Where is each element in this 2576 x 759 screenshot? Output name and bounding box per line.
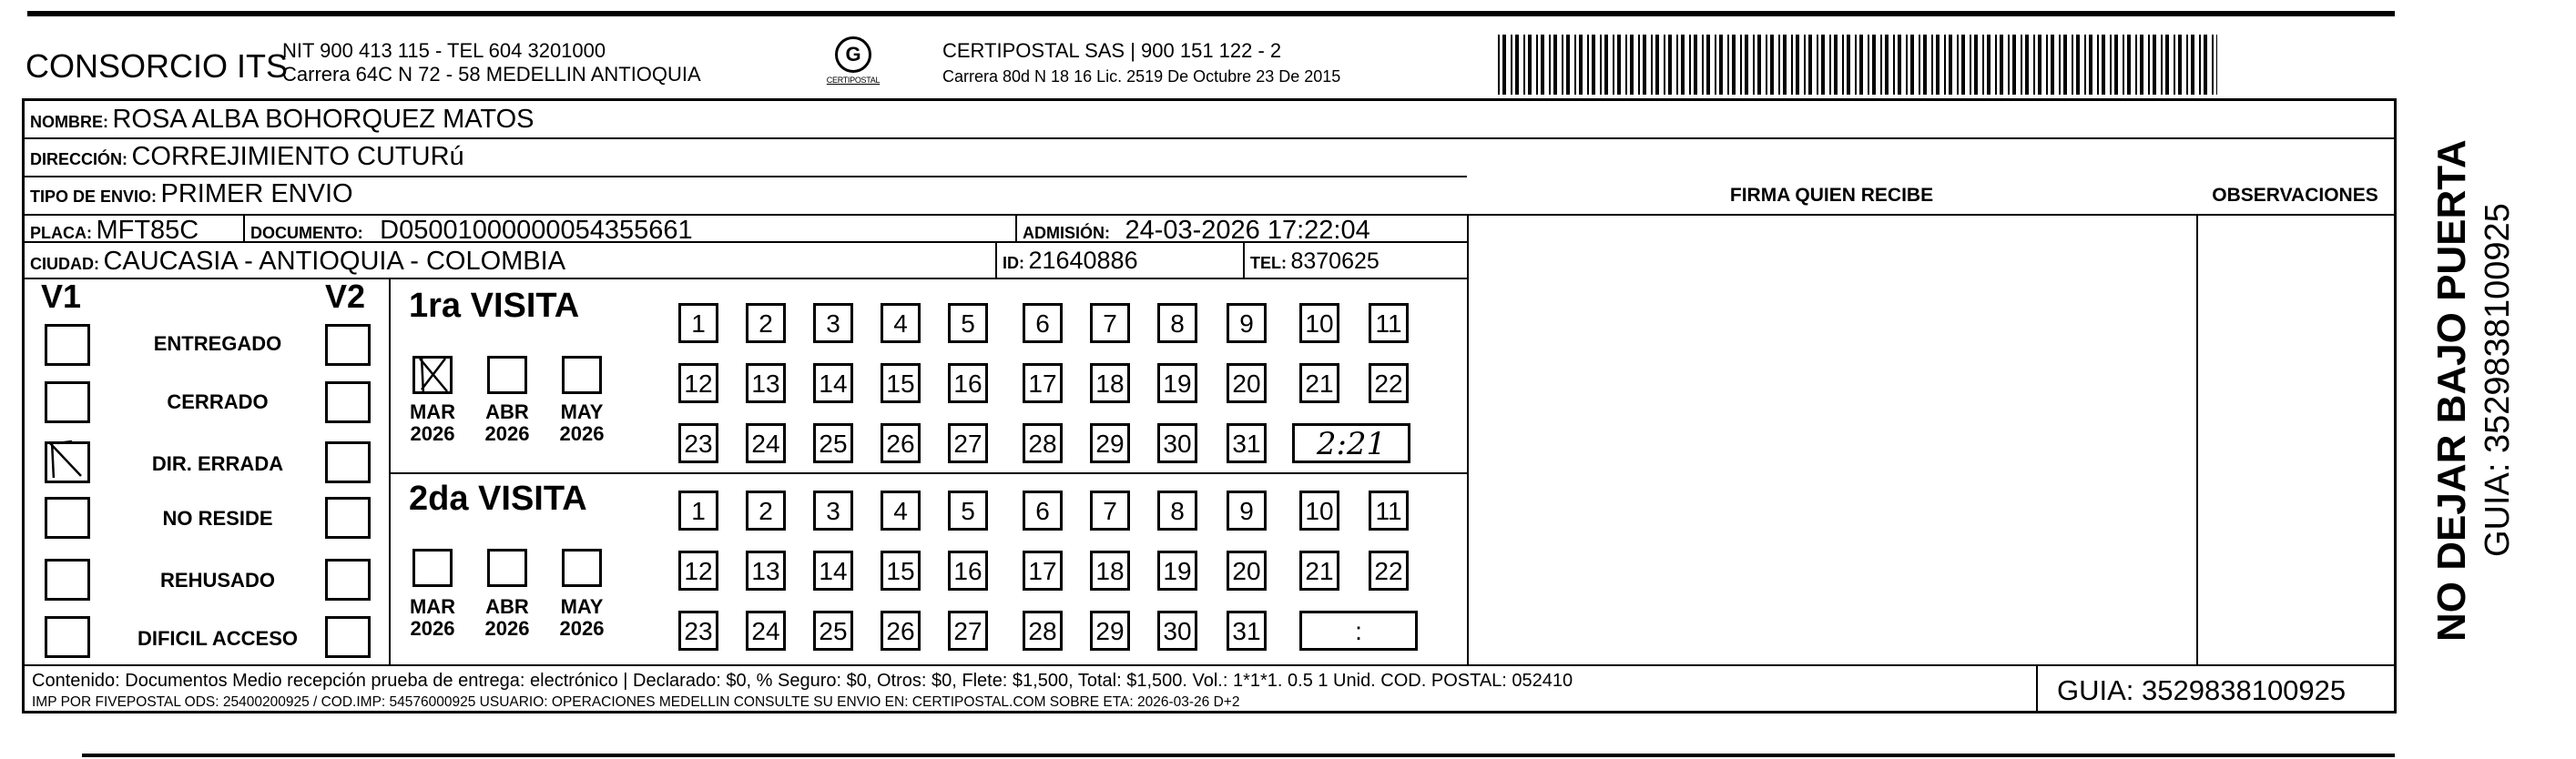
status-no-reside: NO RESIDE: [162, 507, 273, 530]
v1-day-28[interactable]: 28: [1023, 423, 1063, 463]
v1-day-26[interactable]: 26: [881, 423, 921, 463]
v2-day-9[interactable]: 9: [1227, 491, 1267, 531]
v1-day-10[interactable]: 10: [1299, 303, 1339, 343]
v1-month-abr-label: ABR 2026: [484, 400, 530, 445]
v2-entregado-checkbox[interactable]: [325, 324, 371, 366]
v1-day-23[interactable]: 23: [678, 423, 718, 463]
v1-day-30[interactable]: 30: [1157, 423, 1197, 463]
carrier-name: CERTIPOSTAL SAS | 900 151 122 - 2: [942, 39, 1282, 62]
logo-label: CERTIPOSTAL: [826, 76, 881, 85]
v2-day-12[interactable]: 12: [678, 551, 718, 591]
v1-rehusado-checkbox[interactable]: [45, 559, 90, 601]
v1-header: V1: [41, 278, 82, 315]
tel-value: 8370625: [1290, 248, 1380, 274]
v2-day-29[interactable]: 29: [1090, 611, 1130, 651]
footer-contenido: Contenido: Documentos Medio recepción prueba de entrega: electrónico | Declarado: $0, % Seguro: $0, Otros: $0, Flete: $1,500, Total: $1,500. Vol.: 1*1*1. 0.5 1 Unid. COD. POSTAL: 052410: [32, 671, 1573, 691]
documento-label: DOCUMENTO:: [250, 224, 363, 242]
v1-day-4[interactable]: 4: [881, 303, 921, 343]
v2-time-box[interactable]: [1299, 611, 1418, 651]
tipo-envio-value: PRIMER ENVIO: [160, 179, 353, 208]
v2-day-7[interactable]: 7: [1090, 491, 1130, 531]
v2-month-abr-label: ABR 2026: [484, 595, 530, 640]
v1-day-17[interactable]: 17: [1023, 363, 1063, 403]
v1-day-11[interactable]: 11: [1369, 303, 1409, 343]
ciudad-label: CIUDAD:: [30, 255, 99, 273]
sender-nit: NIT 900 413 115 - TEL 604 3201000: [282, 39, 606, 62]
v2-day-17[interactable]: 17: [1023, 551, 1063, 591]
v2-day-22[interactable]: 22: [1369, 551, 1409, 591]
v1-day-5[interactable]: 5: [948, 303, 988, 343]
v2-dificil-acceso-checkbox[interactable]: [325, 616, 371, 658]
v2-dir-errada-checkbox[interactable]: [325, 441, 371, 483]
v1-day-14[interactable]: 14: [813, 363, 853, 403]
v1-day-3[interactable]: 3: [813, 303, 853, 343]
v1-month-mar-box[interactable]: [412, 356, 453, 394]
nombre-value: ROSA ALBA BOHORQUEZ MATOS: [112, 105, 535, 134]
v2-day-6[interactable]: 6: [1023, 491, 1063, 531]
admision-label: ADMISIÓN:: [1023, 224, 1110, 242]
v1-day-15[interactable]: 15: [881, 363, 921, 403]
v2-day-18[interactable]: 18: [1090, 551, 1130, 591]
v2-header: V2: [325, 278, 366, 315]
v1-day-24[interactable]: 24: [746, 423, 786, 463]
v2-day-26[interactable]: 26: [881, 611, 921, 651]
id-field: [1003, 247, 1138, 275]
certipostal-logo: [820, 35, 887, 98]
direccion-field: [30, 142, 464, 172]
v2-day-10[interactable]: 10: [1299, 491, 1339, 531]
placa-field: [30, 216, 199, 246]
first-visit-title: 1ra VISITA: [409, 287, 580, 325]
status-cerrado: CERRADO: [167, 390, 269, 413]
v1-day-18[interactable]: 18: [1090, 363, 1130, 403]
handwritten-check-icon: [412, 353, 453, 393]
v2-day-11[interactable]: 11: [1369, 491, 1409, 531]
v1-day-20[interactable]: 20: [1227, 363, 1267, 403]
side-guia: GUIA: 3529838100925: [2479, 203, 2517, 557]
v1-day-2[interactable]: 2: [746, 303, 786, 343]
v2-day-30[interactable]: 30: [1157, 611, 1197, 651]
v1-day-31[interactable]: 31: [1227, 423, 1267, 463]
v2-day-16[interactable]: 16: [948, 551, 988, 591]
side-warning: NO DEJAR BAJO PUERTA: [2429, 139, 2474, 642]
status-dificil-acceso: DIFICIL ACCESO: [137, 627, 298, 650]
time-separator: :: [1355, 617, 1362, 645]
tel-label: TEL:: [1250, 254, 1287, 272]
v2-day-4[interactable]: 4: [881, 491, 921, 531]
v1-day-16[interactable]: 16: [948, 363, 988, 403]
v2-cerrado-checkbox[interactable]: [325, 381, 371, 423]
documento-field: [250, 216, 693, 246]
v1-day-9[interactable]: 9: [1227, 303, 1267, 343]
v2-day-28[interactable]: 28: [1023, 611, 1063, 651]
v1-cerrado-checkbox[interactable]: [45, 381, 90, 423]
logo-emblem-icon: G: [835, 36, 871, 73]
placa-value: MFT85C: [96, 216, 199, 245]
v1-entregado-checkbox[interactable]: [45, 324, 90, 366]
v2-day-5[interactable]: 5: [948, 491, 988, 531]
nombre-field: [30, 105, 535, 135]
v2-day-1[interactable]: 1: [678, 491, 718, 531]
id-label: ID:: [1003, 254, 1024, 272]
delivery-form: [22, 98, 2397, 713]
v1-dificil-acceso-checkbox[interactable]: [45, 616, 90, 658]
v1-time-box[interactable]: [1292, 423, 1410, 463]
sender-address: Carrera 64C N 72 - 58 MEDELLIN ANTIOQUIA: [282, 63, 701, 86]
status-rehusado: REHUSADO: [160, 569, 275, 592]
direccion-label: DIRECCIÓN:: [30, 150, 127, 168]
v2-day-21[interactable]: 21: [1299, 551, 1339, 591]
v1-dir-errada-checkbox[interactable]: [45, 441, 90, 483]
v2-month-abr-box[interactable]: [487, 549, 527, 587]
v2-day-19[interactable]: 19: [1157, 551, 1197, 591]
top-rule: [27, 11, 2395, 16]
bottom-rule: [82, 754, 2395, 757]
second-visit-title: 2da VISITA: [409, 480, 587, 518]
sender-brand: CONSORCIO ITS: [25, 47, 289, 85]
v2-month-may-label: MAY 2026: [559, 595, 605, 640]
v1-day-6[interactable]: 6: [1023, 303, 1063, 343]
v1-month-abr-box[interactable]: [487, 356, 527, 394]
v2-day-15[interactable]: 15: [881, 551, 921, 591]
tipo-envio-field: [30, 179, 353, 209]
v1-day-13[interactable]: 13: [746, 363, 786, 403]
v2-day-25[interactable]: 25: [813, 611, 853, 651]
v1-day-12[interactable]: 12: [678, 363, 718, 403]
id-value: 21640886: [1028, 247, 1138, 274]
v1-day-1[interactable]: 1: [678, 303, 718, 343]
admision-field: [1023, 216, 1370, 246]
v2-day-8[interactable]: 8: [1157, 491, 1197, 531]
v1-day-21[interactable]: 21: [1299, 363, 1339, 403]
tel-field: [1250, 248, 1380, 275]
direccion-value: CORREJIMIENTO CUTURú: [131, 142, 464, 171]
nombre-label: NOMBRE:: [30, 113, 108, 131]
observaciones-header: OBSERVACIONES: [2212, 185, 2378, 206]
v2-day-27[interactable]: 27: [948, 611, 988, 651]
v2-day-20[interactable]: 20: [1227, 551, 1267, 591]
handwritten-mark-icon: [45, 440, 87, 478]
footer-guia: GUIA: 3529838100925: [2057, 674, 2347, 706]
ciudad-field: [30, 247, 565, 277]
v1-day-19[interactable]: 19: [1157, 363, 1197, 403]
status-entregado: ENTREGADO: [153, 332, 282, 355]
v2-day-13[interactable]: 13: [746, 551, 786, 591]
v1-no-reside-checkbox[interactable]: [45, 497, 90, 539]
v2-month-mar-label: MAR 2026: [409, 595, 456, 640]
v2-no-reside-checkbox[interactable]: [325, 497, 371, 539]
v1-month-may-label: MAY 2026: [559, 400, 605, 445]
ciudad-value: CAUCASIA - ANTIOQUIA - COLOMBIA: [103, 247, 566, 276]
barcode: [1498, 35, 2217, 95]
v2-day-3[interactable]: 3: [813, 491, 853, 531]
footer-imp: IMP POR FIVEPOSTAL ODS: 25400200925 / COD.IMP: 54576000925 USUARIO: OPERACIONES MEDELLIN CONSULTE SU ENVIO EN: CERTIPOSTAL.COM SOBRE ETA: 2026-03-26 D+2: [32, 694, 1240, 710]
firma-header: FIRMA QUIEN RECIBE: [1729, 185, 1934, 206]
v1-day-8[interactable]: 8: [1157, 303, 1197, 343]
status-dir-errada: DIR. ERRADA: [151, 452, 284, 475]
v2-day-23[interactable]: 23: [678, 611, 718, 651]
carrier-address: Carrera 80d N 18 16 Lic. 2519 De Octubre 23 De 2015: [942, 67, 1341, 86]
v1-day-22[interactable]: 22: [1369, 363, 1409, 403]
v1-day-7[interactable]: 7: [1090, 303, 1130, 343]
v2-rehusado-checkbox[interactable]: [325, 559, 371, 601]
v2-day-31[interactable]: 31: [1227, 611, 1267, 651]
v1-day-27[interactable]: 27: [948, 423, 988, 463]
v2-day-14[interactable]: 14: [813, 551, 853, 591]
placa-label: PLACA:: [30, 224, 92, 242]
v1-day-29[interactable]: 29: [1090, 423, 1130, 463]
documento-value: D05001000000054355661: [380, 216, 693, 245]
v1-month-may-box[interactable]: [562, 356, 602, 394]
v2-day-2[interactable]: 2: [746, 491, 786, 531]
v1-day-25[interactable]: 25: [813, 423, 853, 463]
tipo-envio-label: TIPO DE ENVIO:: [30, 187, 158, 206]
v2-month-may-box[interactable]: [562, 549, 602, 587]
handwritten-time: 2:21: [1316, 426, 1387, 462]
v1-month-mar-label: MAR 2026: [409, 400, 456, 445]
v2-month-mar-box[interactable]: [412, 549, 453, 587]
v2-day-24[interactable]: 24: [746, 611, 786, 651]
admision-value: 24-03-2026 17:22:04: [1125, 216, 1370, 245]
